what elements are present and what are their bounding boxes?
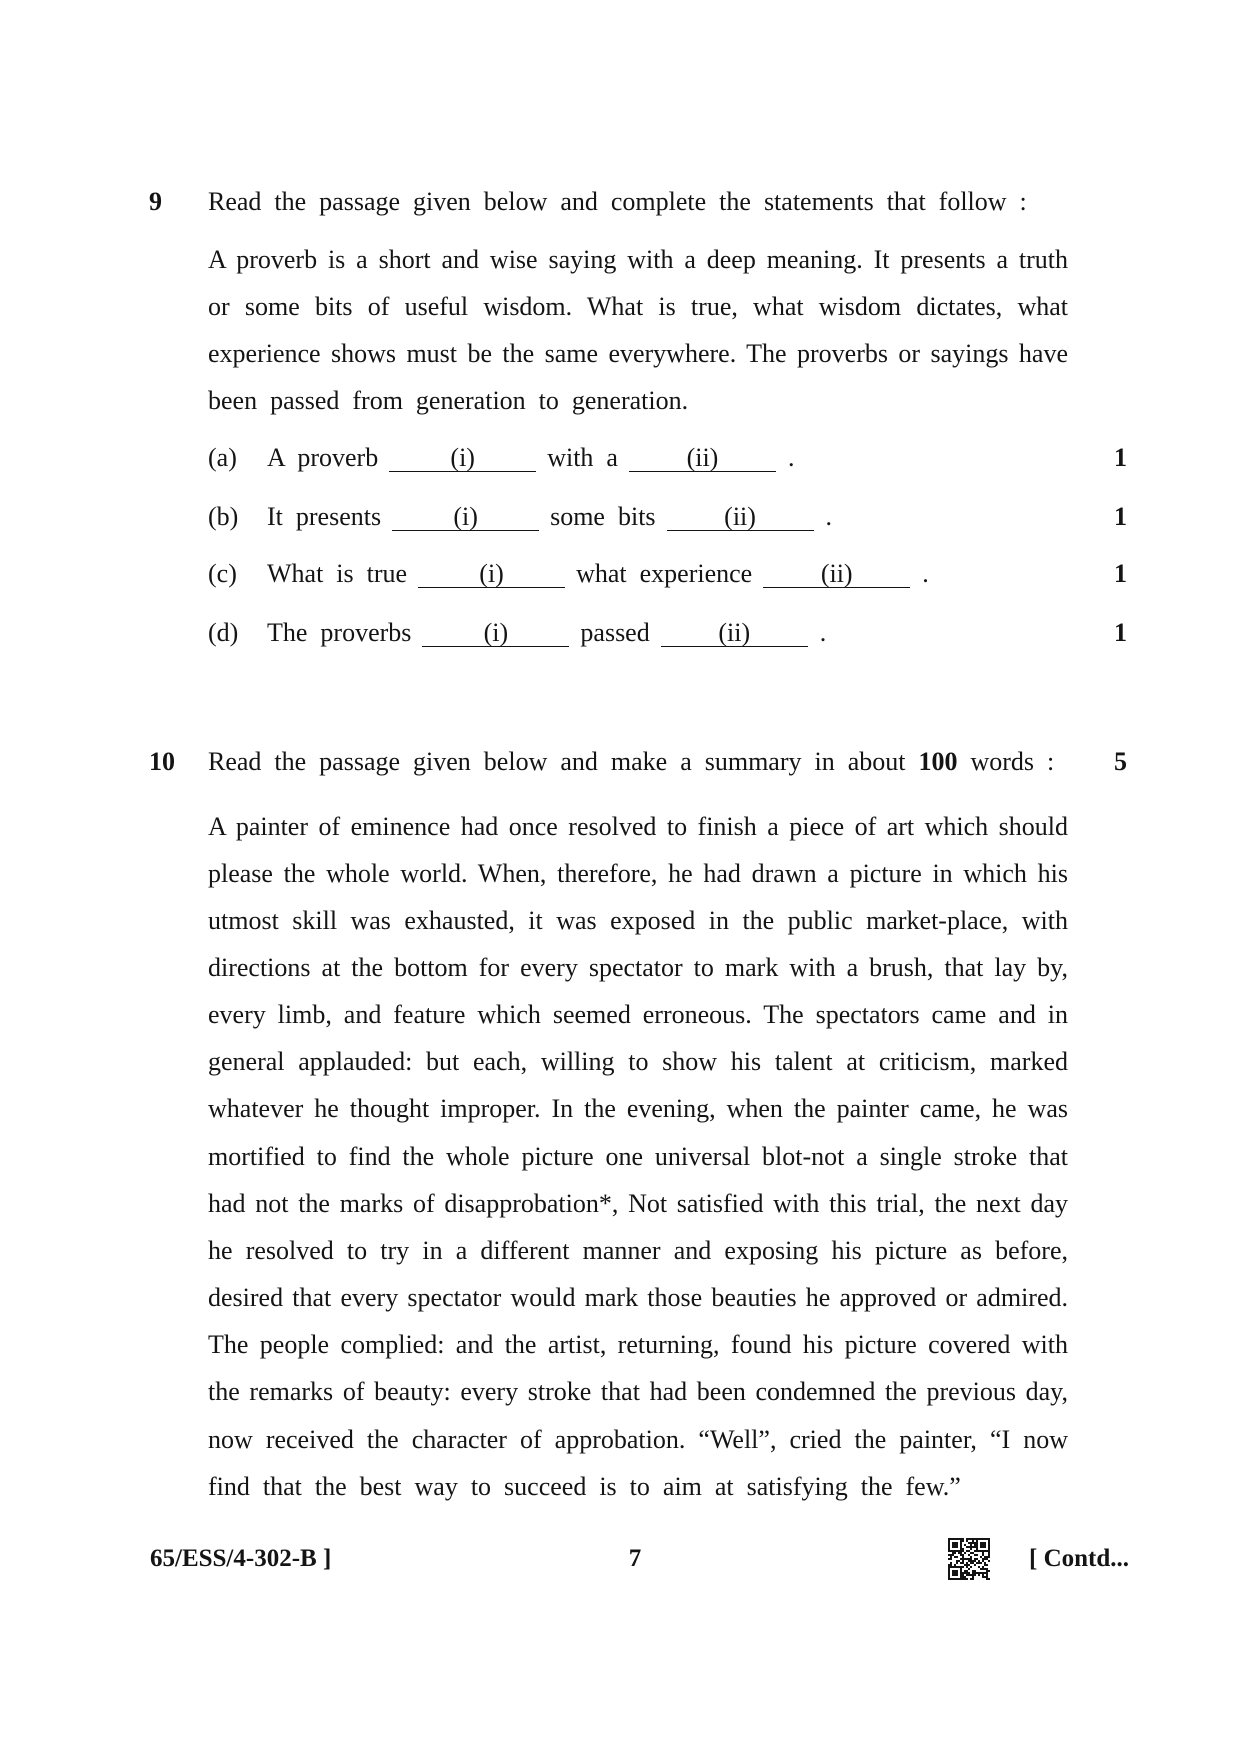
q9-passage [208, 236, 1068, 425]
q9-item-a [208, 434, 794, 481]
passage-line: general applauded: but each, willing to show his talent at criticism, marked [208, 1047, 1068, 1077]
passage-line: A proverb is a short and wise saying with a deep meaning. It presents a truth [208, 244, 1068, 274]
passage-line: the remarks of beauty: every stroke that had been condemned the previous day, [208, 1377, 1068, 1407]
item-text: The proverbs [267, 617, 412, 647]
item-end: . [922, 558, 929, 588]
q9-item-c [208, 550, 929, 597]
marks: 5 [1114, 746, 1127, 776]
q10-passage [208, 803, 1068, 1510]
item-end: . [825, 501, 833, 531]
blank-i: (i) [422, 620, 569, 647]
passage-line: desired that every spectator would mark those beauties he approved or admired. [208, 1283, 1068, 1313]
question-number: 9 [149, 187, 162, 216]
item-end: . [819, 617, 827, 647]
question-instruction: Read the passage given below and complete the statements that follow : [208, 187, 1027, 216]
qr-code-icon [948, 1538, 990, 1580]
item-text: with a [547, 442, 618, 472]
passage-line: he resolved to try in a different manner and exposing his picture as before, [208, 1235, 1068, 1265]
item-text: what experience [576, 558, 753, 588]
passage-line: The people complied: and the artist, returning, found his picture covered with [208, 1330, 1068, 1360]
blank-i: (i) [418, 561, 565, 588]
question-instruction [208, 738, 1054, 785]
item-label: (d) [208, 617, 239, 647]
passage-line: had not the marks of disapprobation*, Not satisfied with this trial, the next day [208, 1188, 1068, 1218]
item-label: (b) [208, 501, 239, 531]
item-text: What is true [267, 558, 408, 588]
item-label: (c) [208, 558, 237, 588]
item-text: passed [580, 617, 650, 647]
passage-line: been passed from generation to generation. [208, 385, 689, 415]
word-limit: 100 [918, 746, 958, 776]
item-end: . [787, 442, 795, 472]
blank-ii: (ii) [763, 561, 910, 588]
marks: 1 [1114, 442, 1127, 472]
item-label: (a) [208, 442, 237, 472]
page-number: 7 [628, 1545, 642, 1572]
q9-item-b [208, 493, 832, 540]
item-text: A proverb [267, 442, 379, 472]
passage-line: mortified to find the whole picture one universal blot-not a single stroke that [208, 1141, 1068, 1171]
item-text: some bits [550, 501, 656, 531]
blank-i: (i) [389, 445, 536, 472]
continued-label: [ Contd... [1029, 1545, 1130, 1572]
q9-item-d [208, 609, 826, 656]
blank-ii: (ii) [661, 620, 808, 647]
passage-line: or some bits of useful wisdom. What is true, what wisdom dictates, what [208, 291, 1068, 321]
passage-line: every limb, and feature which seemed erroneous. The spectators came and in [208, 1000, 1068, 1030]
paper-code: 65/ESS/4-302-B ] [150, 1545, 332, 1572]
question-number: 10 [149, 746, 175, 776]
marks: 1 [1114, 501, 1127, 531]
passage-line: experience shows must be the same everywhere. The proverbs or sayings have [208, 338, 1068, 368]
passage-line: find that the best way to succeed is to aim at satisfying the few.” [208, 1471, 961, 1501]
passage-line: A painter of eminence had once resolved to finish a piece of art which should [208, 811, 1068, 841]
passage-line: please the whole world. When, therefore, he had drawn a picture in which his [208, 858, 1068, 888]
blank-ii: (ii) [667, 504, 814, 531]
marks: 1 [1114, 617, 1127, 647]
passage-line: directions at the bottom for every spectator to mark with a brush, that lay by, [208, 952, 1068, 982]
blank-ii: (ii) [629, 445, 776, 472]
passage-line: utmost skill was exhausted, it was exposed in the public market-place, with [208, 905, 1068, 935]
item-text: It presents [267, 501, 382, 531]
passage-line: whatever he thought improper. In the evening, when the painter came, he was [208, 1094, 1068, 1124]
blank-i: (i) [392, 504, 539, 531]
instruction-text: Read the passage given below and make a summary in about [208, 746, 906, 776]
passage-line: now received the character of approbation. “Well”, cried the painter, “I now [208, 1424, 1068, 1454]
instruction-text: words : [970, 746, 1055, 776]
marks: 1 [1114, 558, 1127, 588]
